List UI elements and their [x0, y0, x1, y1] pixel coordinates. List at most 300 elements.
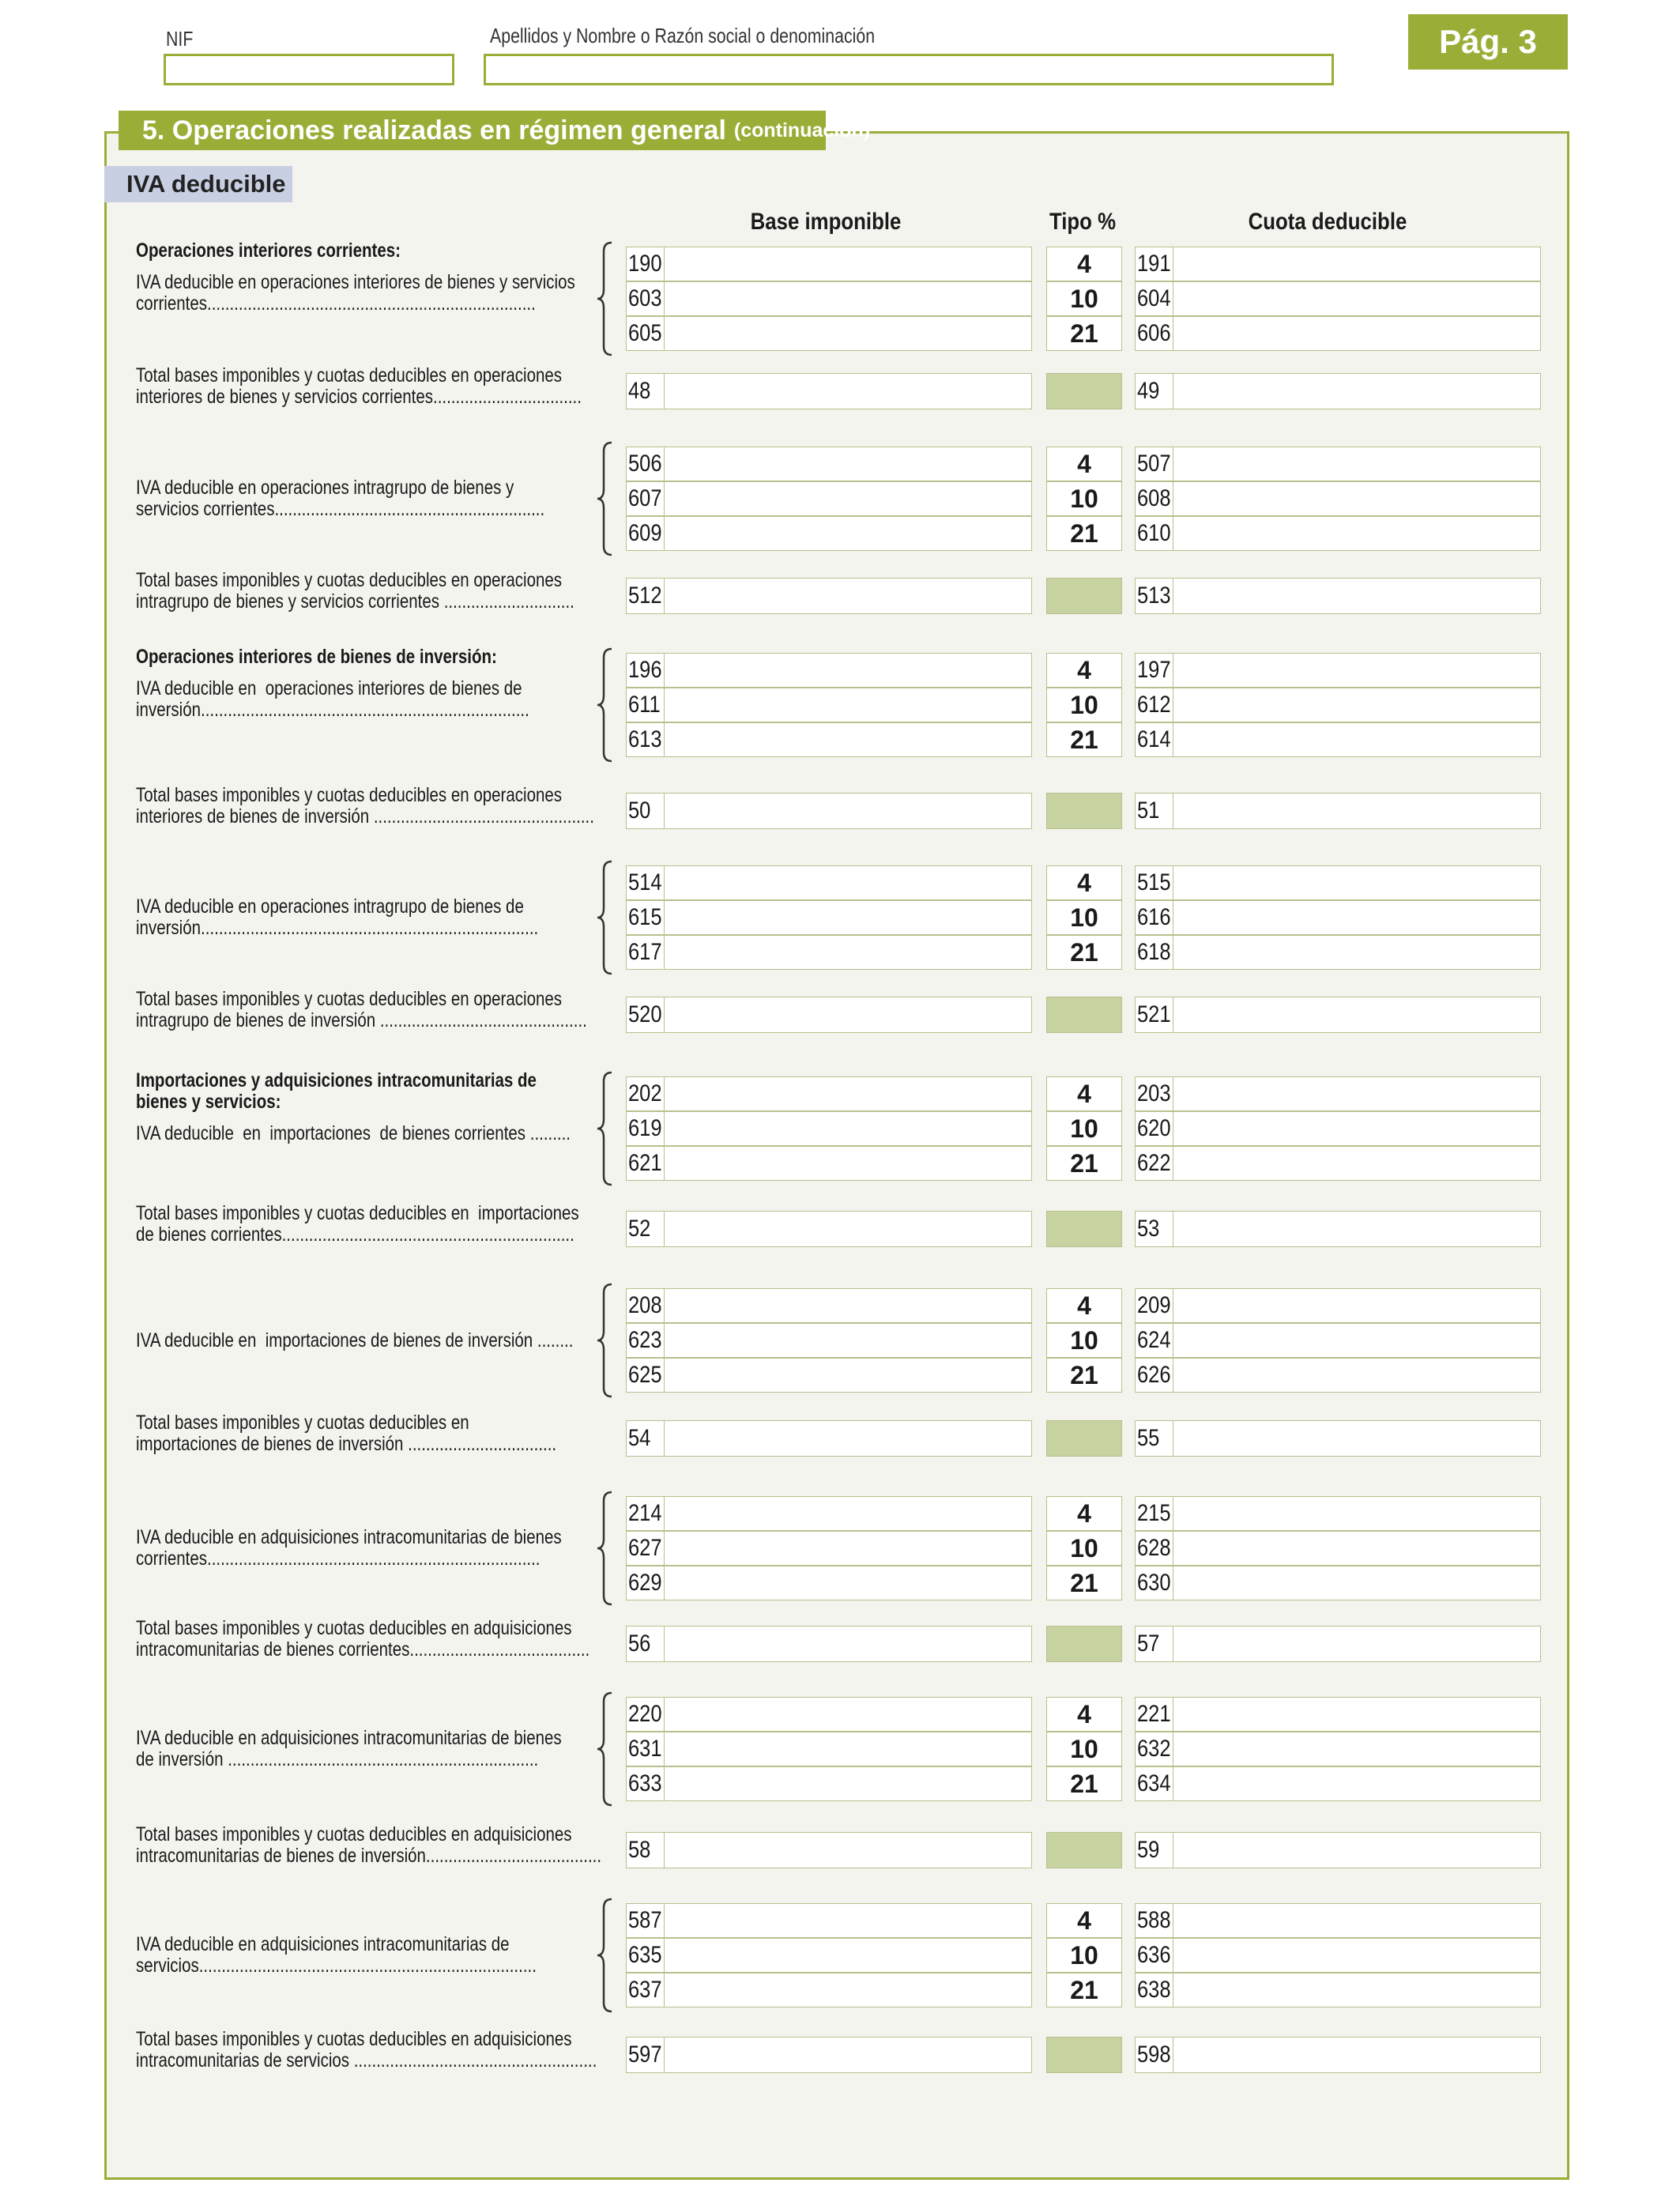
base-220-code [627, 1698, 665, 1731]
base-637-code-text: 637 [628, 1977, 662, 2003]
total-cuota-57-value[interactable] [1173, 1627, 1540, 1661]
base-621-field[interactable] [626, 1146, 1032, 1181]
total-cuota-598-code-text: 598 [1137, 2041, 1171, 2068]
cuota-634-value[interactable] [1173, 1767, 1540, 1800]
total-cuota-598-value[interactable] [1173, 2038, 1540, 2072]
base-627-code-text: 627 [628, 1535, 662, 1561]
cuota-630-code-text: 630 [1137, 1570, 1171, 1596]
total-base-58-value[interactable] [665, 1833, 1031, 1868]
cuota-215-value[interactable] [1173, 1497, 1540, 1530]
cuota-515-code [1136, 866, 1173, 899]
total-cuota-521-value[interactable] [1173, 997, 1540, 1032]
total-base-52-value[interactable] [665, 1212, 1031, 1246]
cuota-507-code [1136, 447, 1173, 481]
base-625-field[interactable] [626, 1358, 1032, 1393]
base-202-code [627, 1077, 665, 1110]
cuota-221-code-text: 221 [1137, 1701, 1171, 1727]
base-613-code-text: 613 [628, 726, 662, 752]
cuota-620-code-text: 620 [1137, 1115, 1171, 1141]
base-635-code-text: 635 [628, 1942, 662, 1968]
base-506-code-text: 506 [628, 450, 662, 477]
total-base-56-value[interactable] [665, 1627, 1031, 1661]
cuota-215-field[interactable] [1135, 1496, 1541, 1531]
block-heading: Operaciones interiores de bienes de inversión: [136, 646, 497, 668]
base-196-value[interactable] [665, 654, 1031, 687]
cuota-628-code-text: 628 [1137, 1535, 1171, 1561]
base-605-field[interactable] [626, 316, 1032, 351]
total-base-50-code [627, 794, 665, 828]
cuota-515-field[interactable] [1135, 865, 1541, 900]
cuota-614-field[interactable] [1135, 722, 1541, 757]
page-number-tag: Pág. 3 [1408, 14, 1568, 70]
block-label: IVA deducible en operaciones intragrupo de bienes y servicios corrientes............................................................ [136, 477, 545, 520]
total-cuota-59-code [1136, 1833, 1173, 1868]
cuota-610-value[interactable] [1173, 517, 1540, 550]
base-514-field[interactable] [626, 865, 1032, 900]
base-619-value[interactable] [665, 1112, 1031, 1145]
cuota-630-field[interactable] [1135, 1566, 1541, 1600]
block-label: IVA deducible en operaciones intragrupo de bienes de inversión........................................................................... [136, 895, 539, 939]
base-623-code-text: 623 [628, 1327, 662, 1353]
base-613-value[interactable] [665, 723, 1031, 756]
cuota-626-code-text: 626 [1137, 1362, 1171, 1388]
base-627-value[interactable] [665, 1532, 1031, 1565]
total-rate-blank [1046, 997, 1122, 1033]
total-cuota-55-code-text: 55 [1137, 1425, 1160, 1451]
total-rate-blank [1046, 1420, 1122, 1457]
base-619-code [627, 1112, 665, 1145]
total-cuota-49-code-text: 49 [1137, 378, 1160, 404]
total-label: Total bases imponibles y cuotas deducibles en adquisiciones intracomunitarias de bienes de inversión....................................... [136, 1823, 602, 1867]
total-cuota-59-field[interactable] [1135, 1832, 1541, 1868]
total-cuota-53-field[interactable] [1135, 1211, 1541, 1247]
base-506-value[interactable] [665, 447, 1031, 481]
cuota-616-value[interactable] [1173, 901, 1540, 934]
total-base-597-code [627, 2038, 665, 2072]
cuota-618-value[interactable] [1173, 936, 1540, 969]
rate-21-cell: 21 [1046, 316, 1122, 351]
base-587-field[interactable] [626, 1903, 1032, 1938]
rate-21-cell: 21 [1046, 1766, 1122, 1801]
base-609-value[interactable] [665, 517, 1031, 550]
total-label: Total bases imponibles y cuotas deducibles en operaciones interiores de bienes y servicios corrientes................................. [136, 364, 582, 408]
nif-field[interactable] [164, 54, 454, 85]
block-heading: Operaciones interiores corrientes: [136, 239, 401, 262]
base-514-code [627, 866, 665, 899]
cuota-191-value[interactable] [1173, 247, 1540, 281]
base-629-field[interactable] [626, 1566, 1032, 1600]
total-cuota-521-code [1136, 997, 1173, 1032]
brace-icon [594, 1691, 618, 1808]
cuota-588-value[interactable] [1173, 1904, 1540, 1937]
base-607-code-text: 607 [628, 485, 662, 511]
cuota-203-code [1136, 1077, 1173, 1110]
total-rate-blank [1046, 1211, 1122, 1247]
cuota-588-field[interactable] [1135, 1903, 1541, 1938]
total-base-52-code-text: 52 [628, 1216, 651, 1242]
base-617-field[interactable] [626, 935, 1032, 970]
base-613-code [627, 723, 665, 756]
base-603-field[interactable] [626, 281, 1032, 316]
cuota-507-value[interactable] [1173, 447, 1540, 481]
total-cuota-55-field[interactable] [1135, 1420, 1541, 1457]
total-cuota-51-code-text: 51 [1137, 797, 1160, 824]
total-base-50-field[interactable] [626, 793, 1032, 829]
rate-10-cell: 10 [1046, 1531, 1122, 1566]
rate-10-cell: 10 [1046, 281, 1122, 316]
cuota-604-value[interactable] [1173, 282, 1540, 315]
cuota-624-code [1136, 1324, 1173, 1357]
brace-icon [594, 1897, 618, 2014]
base-615-value[interactable] [665, 901, 1031, 934]
total-cuota-49-code [1136, 374, 1173, 409]
brace-icon [594, 1070, 618, 1187]
brace-icon [594, 859, 618, 976]
total-rate-blank [1046, 1626, 1122, 1662]
cuota-616-code-text: 616 [1137, 904, 1171, 930]
base-214-field[interactable] [626, 1496, 1032, 1531]
cuota-626-value[interactable] [1173, 1359, 1540, 1392]
name-field[interactable] [484, 54, 1334, 85]
base-587-code [627, 1904, 665, 1937]
base-605-value[interactable] [665, 317, 1031, 350]
cuota-636-field[interactable] [1135, 1938, 1541, 1973]
total-base-52-field[interactable] [626, 1211, 1032, 1247]
cuota-608-field[interactable] [1135, 481, 1541, 516]
base-619-field[interactable] [626, 1111, 1032, 1146]
rate-21-cell: 21 [1046, 935, 1122, 970]
total-cuota-521-field[interactable] [1135, 997, 1541, 1033]
total-cuota-57-code-text: 57 [1137, 1630, 1160, 1657]
cuota-626-code [1136, 1359, 1173, 1392]
total-base-512-value[interactable] [665, 579, 1031, 613]
base-506-field[interactable] [626, 447, 1032, 481]
base-208-value[interactable] [665, 1289, 1031, 1322]
total-base-512-code [627, 579, 665, 613]
cuota-634-code-text: 634 [1137, 1770, 1171, 1796]
base-202-field[interactable] [626, 1076, 1032, 1111]
base-603-value[interactable] [665, 282, 1031, 315]
cuota-197-code [1136, 654, 1173, 687]
cuota-638-value[interactable] [1173, 1973, 1540, 2007]
base-609-code-text: 609 [628, 520, 662, 546]
total-cuota-51-value[interactable] [1173, 794, 1540, 828]
cuota-191-field[interactable] [1135, 247, 1541, 281]
cuota-634-field[interactable] [1135, 1766, 1541, 1801]
total-cuota-513-code-text: 513 [1137, 582, 1171, 609]
cuota-616-code [1136, 901, 1173, 934]
cuota-614-code-text: 614 [1137, 726, 1171, 752]
cuota-606-code-text: 606 [1137, 320, 1171, 346]
base-615-code [627, 901, 665, 934]
cuota-209-value[interactable] [1173, 1289, 1540, 1322]
total-rate-blank [1046, 578, 1122, 614]
cuota-636-code-text: 636 [1137, 1942, 1171, 1968]
total-cuota-59-value[interactable] [1173, 1833, 1540, 1868]
nif-label: NIF [166, 27, 194, 51]
cuota-610-code [1136, 517, 1173, 550]
cuota-215-code [1136, 1497, 1173, 1530]
base-214-value[interactable] [665, 1497, 1031, 1530]
cuota-624-code-text: 624 [1137, 1327, 1171, 1353]
cuota-612-value[interactable] [1173, 688, 1540, 722]
cuota-636-code [1136, 1939, 1173, 1972]
cuota-622-field[interactable] [1135, 1146, 1541, 1181]
total-base-512-field[interactable] [626, 578, 1032, 614]
total-base-48-value[interactable] [665, 374, 1031, 409]
col-header-tipo: Tipo % [1049, 209, 1117, 235]
block-label: IVA deducible en adquisiciones intracomunitarias de bienes corrientes.......................................................................... [136, 1526, 562, 1570]
base-631-value[interactable] [665, 1732, 1031, 1766]
total-rate-blank [1046, 373, 1122, 409]
cuota-191-code [1136, 247, 1173, 281]
rate-4-cell: 4 [1046, 247, 1122, 281]
cuota-628-field[interactable] [1135, 1531, 1541, 1566]
base-196-code [627, 654, 665, 687]
base-629-code-text: 629 [628, 1570, 662, 1596]
base-631-code-text: 631 [628, 1736, 662, 1762]
base-587-value[interactable] [665, 1904, 1031, 1937]
cuota-197-value[interactable] [1173, 654, 1540, 687]
base-623-field[interactable] [626, 1323, 1032, 1358]
base-220-value[interactable] [665, 1698, 1031, 1731]
total-cuota-55-value[interactable] [1173, 1421, 1540, 1456]
total-base-58-field[interactable] [626, 1832, 1032, 1868]
total-cuota-521-code-text: 521 [1137, 1001, 1171, 1027]
total-base-56-field[interactable] [626, 1626, 1032, 1662]
base-617-code-text: 617 [628, 939, 662, 965]
cuota-604-code-text: 604 [1137, 285, 1171, 311]
cuota-638-field[interactable] [1135, 1973, 1541, 2007]
total-base-48-field[interactable] [626, 373, 1032, 409]
base-637-value[interactable] [665, 1973, 1031, 2007]
total-cuota-53-value[interactable] [1173, 1212, 1540, 1246]
total-label: Total bases imponibles y cuotas deducibles en importaciones de bienes corrientes................................................................. [136, 1202, 579, 1246]
cuota-604-field[interactable] [1135, 281, 1541, 316]
base-625-code [627, 1359, 665, 1392]
base-617-code [627, 936, 665, 969]
cuota-209-field[interactable] [1135, 1288, 1541, 1323]
cuota-608-code-text: 608 [1137, 485, 1171, 511]
block-label: IVA deducible en adquisiciones intracomunitarias de servicios........................................................................... [136, 1933, 537, 1977]
col-header-cuota: Cuota deducible [1248, 209, 1407, 235]
cuota-203-value[interactable] [1173, 1077, 1540, 1110]
total-cuota-598-code [1136, 2038, 1173, 2072]
cuota-618-field[interactable] [1135, 935, 1541, 970]
block-label: IVA deducible en importaciones de bienes corrientes ......... [136, 1122, 571, 1144]
total-base-56-code-text: 56 [628, 1630, 651, 1657]
base-603-code-text: 603 [628, 285, 662, 311]
cuota-626-field[interactable] [1135, 1358, 1541, 1393]
base-190-value[interactable] [665, 247, 1031, 281]
base-605-code [627, 317, 665, 350]
total-base-50-value[interactable] [665, 794, 1031, 828]
cuota-606-value[interactable] [1173, 317, 1540, 350]
base-635-value[interactable] [665, 1939, 1031, 1972]
cuota-620-code [1136, 1112, 1173, 1145]
total-cuota-49-field[interactable] [1135, 373, 1541, 409]
total-rate-blank [1046, 2037, 1122, 2073]
base-625-value[interactable] [665, 1359, 1031, 1392]
base-615-field[interactable] [626, 900, 1032, 935]
total-base-597-code-text: 597 [628, 2041, 662, 2068]
cuota-612-code-text: 612 [1137, 692, 1171, 718]
base-613-field[interactable] [626, 722, 1032, 757]
base-190-field[interactable] [626, 247, 1032, 281]
total-cuota-513-value[interactable] [1173, 579, 1540, 613]
cuota-221-field[interactable] [1135, 1697, 1541, 1732]
cuota-636-value[interactable] [1173, 1939, 1540, 1972]
base-637-field[interactable] [626, 1973, 1032, 2007]
block-label: IVA deducible en operaciones interiores de bienes de inversión......................................................................... [136, 677, 529, 721]
total-cuota-513-field[interactable] [1135, 578, 1541, 614]
base-625-code-text: 625 [628, 1362, 662, 1388]
rate-10-cell: 10 [1046, 1111, 1122, 1146]
cuota-632-value[interactable] [1173, 1732, 1540, 1766]
rate-4-cell: 4 [1046, 1903, 1122, 1938]
cuota-197-code-text: 197 [1137, 657, 1171, 683]
cuota-507-field[interactable] [1135, 447, 1541, 481]
base-214-code [627, 1497, 665, 1530]
base-629-code [627, 1566, 665, 1600]
cuota-610-field[interactable] [1135, 516, 1541, 551]
cuota-606-code [1136, 317, 1173, 350]
base-208-field[interactable] [626, 1288, 1032, 1323]
total-base-58-code-text: 58 [628, 1837, 651, 1863]
iva-deducible-subheader: IVA deducible [104, 166, 292, 202]
total-base-520-field[interactable] [626, 997, 1032, 1033]
total-base-54-code [627, 1421, 665, 1456]
rate-4-cell: 4 [1046, 1288, 1122, 1323]
base-623-code [627, 1324, 665, 1357]
base-611-value[interactable] [665, 688, 1031, 722]
total-base-597-value[interactable] [665, 2038, 1031, 2072]
cuota-620-value[interactable] [1173, 1112, 1540, 1145]
total-base-54-value[interactable] [665, 1421, 1031, 1456]
total-label: Total bases imponibles y cuotas deducibles en adquisiciones intracomunitarias de bienes corrientes........................................ [136, 1617, 590, 1661]
base-208-code-text: 208 [628, 1292, 662, 1318]
cuota-209-code-text: 209 [1137, 1292, 1171, 1318]
base-621-code [627, 1147, 665, 1180]
total-rate-blank [1046, 1832, 1122, 1868]
base-609-field[interactable] [626, 516, 1032, 551]
base-214-code-text: 214 [628, 1500, 662, 1526]
total-base-597-field[interactable] [626, 2037, 1032, 2073]
cuota-614-value[interactable] [1173, 723, 1540, 756]
cuota-197-field[interactable] [1135, 653, 1541, 688]
total-base-54-code-text: 54 [628, 1425, 651, 1451]
total-cuota-513-code [1136, 579, 1173, 613]
base-621-value[interactable] [665, 1147, 1031, 1180]
rate-4-cell: 4 [1046, 1697, 1122, 1732]
total-cuota-51-field[interactable] [1135, 793, 1541, 829]
cuota-608-value[interactable] [1173, 482, 1540, 515]
base-633-code [627, 1767, 665, 1800]
cuota-191-code-text: 191 [1137, 251, 1171, 277]
total-cuota-57-field[interactable] [1135, 1626, 1541, 1662]
base-631-field[interactable] [626, 1732, 1032, 1766]
total-base-52-code [627, 1212, 665, 1246]
total-base-520-value[interactable] [665, 997, 1031, 1032]
base-609-code [627, 517, 665, 550]
base-611-code [627, 688, 665, 722]
base-514-value[interactable] [665, 866, 1031, 899]
cuota-624-value[interactable] [1173, 1324, 1540, 1357]
total-cuota-51-code [1136, 794, 1173, 828]
base-615-code-text: 615 [628, 904, 662, 930]
cuota-616-field[interactable] [1135, 900, 1541, 935]
base-587-code-text: 587 [628, 1907, 662, 1933]
cuota-612-field[interactable] [1135, 688, 1541, 722]
base-220-field[interactable] [626, 1697, 1032, 1732]
base-220-code-text: 220 [628, 1701, 662, 1727]
cuota-612-code [1136, 688, 1173, 722]
rate-10-cell: 10 [1046, 1938, 1122, 1973]
total-cuota-598-field[interactable] [1135, 2037, 1541, 2073]
base-627-code [627, 1532, 665, 1565]
section-title-suffix: (continuación) [733, 119, 871, 141]
cuota-221-value[interactable] [1173, 1698, 1540, 1731]
cuota-203-field[interactable] [1135, 1076, 1541, 1111]
rate-10-cell: 10 [1046, 900, 1122, 935]
cuota-620-field[interactable] [1135, 1111, 1541, 1146]
cuota-632-field[interactable] [1135, 1732, 1541, 1766]
base-627-field[interactable] [626, 1531, 1032, 1566]
cuota-630-value[interactable] [1173, 1566, 1540, 1600]
total-label: Total bases imponibles y cuotas deducibles en adquisiciones intracomunitarias de servicios ...................................................... [136, 2028, 597, 2071]
total-cuota-49-value[interactable] [1173, 374, 1540, 409]
cuota-630-code [1136, 1566, 1173, 1600]
rate-4-cell: 4 [1046, 1076, 1122, 1111]
total-base-50-code-text: 50 [628, 797, 651, 824]
cuota-628-value[interactable] [1173, 1532, 1540, 1565]
cuota-632-code [1136, 1732, 1173, 1766]
cuota-515-value[interactable] [1173, 866, 1540, 899]
base-607-value[interactable] [665, 482, 1031, 515]
base-196-field[interactable] [626, 653, 1032, 688]
total-base-54-field[interactable] [626, 1420, 1032, 1457]
base-635-field[interactable] [626, 1938, 1032, 1973]
block-label: IVA deducible en operaciones interiores de bienes y servicios corrientes......................................................................... [136, 271, 575, 315]
cuota-614-code [1136, 723, 1173, 756]
base-202-code-text: 202 [628, 1080, 662, 1106]
base-617-value[interactable] [665, 936, 1031, 969]
total-base-520-code-text: 520 [628, 1001, 662, 1027]
base-633-value[interactable] [665, 1767, 1031, 1800]
base-190-code [627, 247, 665, 281]
cuota-606-field[interactable] [1135, 316, 1541, 351]
cuota-618-code-text: 618 [1137, 939, 1171, 965]
base-202-value[interactable] [665, 1077, 1031, 1110]
block-heading: Importaciones y adquisiciones intracomunitarias de bienes y servicios: [136, 1069, 537, 1113]
rate-4-cell: 4 [1046, 1496, 1122, 1531]
base-619-code-text: 619 [628, 1115, 662, 1141]
cuota-622-value[interactable] [1173, 1147, 1540, 1180]
base-633-field[interactable] [626, 1766, 1032, 1801]
total-label: Total bases imponibles y cuotas deducibles en operaciones intragrupo de bienes de inversión .............................................. [136, 988, 587, 1031]
cuota-203-code-text: 203 [1137, 1080, 1171, 1106]
base-623-value[interactable] [665, 1324, 1031, 1357]
rate-21-cell: 21 [1046, 1146, 1122, 1181]
rate-4-cell: 4 [1046, 653, 1122, 688]
total-base-56-code [627, 1627, 665, 1661]
cuota-638-code-text: 638 [1137, 1977, 1171, 2003]
base-611-field[interactable] [626, 688, 1032, 722]
rate-10-cell: 10 [1046, 481, 1122, 516]
base-607-field[interactable] [626, 481, 1032, 516]
base-629-value[interactable] [665, 1566, 1031, 1600]
cuota-624-field[interactable] [1135, 1323, 1541, 1358]
